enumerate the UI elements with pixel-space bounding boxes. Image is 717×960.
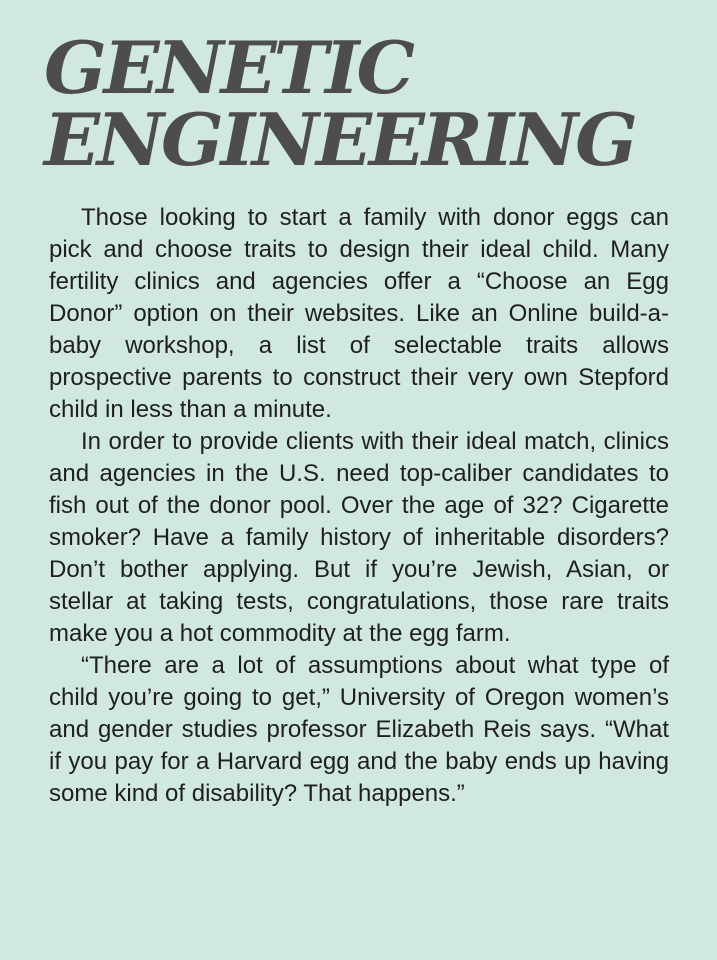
headline-line-1: GENETIC	[44, 25, 412, 110]
paragraph-1: Those looking to start a family with donor eggs can pick and choose traits to design their ideal child. Many fertility clinics and agencies offer a “Choose an Egg Donor” option on their websites. Like an Online build-a-baby workshop, a list of selectable traits allows prospective parents to construct their very own Stepford child in less than a minute.	[49, 204, 669, 423]
headline-line-2: ENGINEERING	[44, 97, 635, 182]
paragraph-2: In order to provide clients with their ideal match, clinics and agencies in the U.S. need top-caliber candidates to fish out of the donor pool. Over the age of 32? Cigarette smoker? Have a family history of inheritable disorders? Don’t bother applying. But if you’re Jewish, Asian, or stellar at taking tests, congratulations, those rare traits make you a hot commodity at the egg farm.	[49, 428, 669, 647]
paragraph-3: “There are a lot of assumptions about what type of child you’re going to get,” University of Oregon women’s and gender studies professor Elizabeth Reis says. “What if you pay for a Harvard egg and the baby ends up having some kind of disability? That happens.”	[49, 652, 669, 807]
headline	[44, 25, 717, 182]
article-body	[49, 202, 669, 810]
